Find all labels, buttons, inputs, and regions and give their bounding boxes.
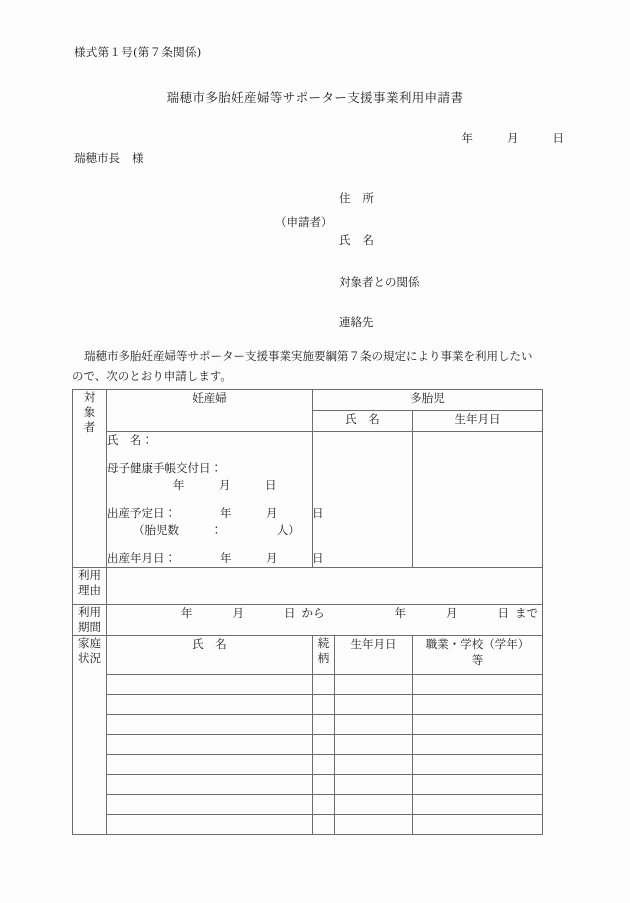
family-birth-date-cell[interactable] (335, 755, 413, 775)
applicant-address-field (339, 190, 374, 206)
period-to-day: 日 (497, 606, 509, 620)
family-occupation-cell[interactable] (413, 795, 543, 815)
child-birth-date-input-cell[interactable] (413, 432, 543, 568)
family-header-occupation-line-1: 職業・学校（学年） (425, 637, 530, 651)
subject-row-label-char-0: 対 (83, 390, 96, 404)
family-occupation-cell[interactable] (413, 755, 543, 775)
period-to-suffix: まで (515, 606, 538, 620)
body-paragraph: 瑞穂市多胎妊産婦等サポーター支援事業実施要綱第７条の規定により事業を利用したいので、次のとおり申請します。 (72, 349, 533, 383)
family-header-occupation (413, 636, 543, 675)
subject-detail-row (73, 432, 543, 568)
birth-date-label: 出産年月日： (107, 551, 176, 565)
family-occupation-cell[interactable] (413, 695, 543, 715)
header-child-name: 氏 名 (313, 411, 413, 432)
document-title: 瑞穂市多胎妊産婦等サポーター支援事業利用申請書 (166, 90, 464, 105)
period-input-cell[interactable] (107, 605, 543, 636)
maternal-handbook-date-value: 年 月 日 (173, 478, 277, 492)
form-number: 様式第１号(第７条関係) (74, 45, 202, 59)
applicant-name-label-a: 氏 (339, 233, 351, 247)
application-form-table (72, 389, 543, 835)
family-occupation-cell[interactable] (413, 675, 543, 695)
family-birth-date-cell[interactable] (335, 795, 413, 815)
family-occupation-cell[interactable] (413, 715, 543, 735)
table-row (73, 755, 543, 775)
reason-row-label (73, 568, 107, 605)
family-birth-date-cell[interactable] (335, 735, 413, 755)
family-relation-cell[interactable] (313, 815, 335, 835)
date-year-label: 年 (461, 131, 473, 145)
applicant-label: （申請者） (275, 215, 333, 229)
family-row-label (73, 636, 107, 835)
family-header-name: 氏 名 (107, 636, 313, 675)
family-name-cell[interactable] (107, 815, 313, 835)
period-row (73, 605, 543, 636)
date-month-label: 月 (507, 131, 519, 145)
family-name-cell[interactable] (107, 715, 313, 735)
applicant-address-label-b: 所 (362, 191, 374, 205)
family-name-cell[interactable] (107, 775, 313, 795)
family-relation-cell[interactable] (313, 715, 335, 735)
family-birth-date-cell[interactable] (335, 675, 413, 695)
fetus-count-label: （胎児数 ： 人） (133, 523, 300, 537)
table-row (73, 695, 543, 715)
applicant-address-label-a: 住 (339, 191, 351, 205)
table-row (73, 675, 543, 695)
maternal-handbook-date-line (107, 477, 312, 494)
family-birth-date-cell[interactable] (335, 715, 413, 735)
family-relation-cell[interactable] (313, 675, 335, 695)
family-relation-cell[interactable] (313, 775, 335, 795)
header-child-birth-date: 生年月日 (413, 411, 543, 432)
family-header-occupation-line-2: 等 (471, 653, 484, 667)
birth-date-value: 年 月 日 (220, 551, 324, 565)
family-occupation-cell[interactable] (413, 815, 543, 835)
period-row-label (73, 605, 107, 636)
family-row-label-line-1: 状況 (78, 651, 101, 665)
family-relation-cell[interactable] (313, 755, 335, 775)
date-day-label: 日 (552, 131, 564, 145)
applicant-relation-field: 対象者との関係 (339, 275, 420, 289)
family-birth-date-cell[interactable] (335, 775, 413, 795)
reason-input-cell[interactable] (107, 568, 543, 605)
table-row (73, 775, 543, 795)
family-row-label-line-0: 家庭 (78, 636, 101, 650)
due-date-value: 年 月 日 (220, 506, 324, 520)
family-header-row (73, 636, 543, 675)
period-row-label-line-1: 期間 (78, 620, 101, 634)
table-header-row-top (73, 390, 543, 411)
family-name-cell[interactable] (107, 695, 313, 715)
table-row (73, 795, 543, 815)
family-name-cell[interactable] (107, 755, 313, 775)
family-header-relation-char-1: 柄 (317, 651, 330, 665)
due-date-line (107, 505, 324, 522)
reason-row-label-line-1: 理由 (78, 583, 101, 597)
family-occupation-cell[interactable] (413, 775, 543, 795)
addressee (74, 150, 144, 166)
family-relation-cell[interactable] (313, 735, 335, 755)
reason-row-label-line-0: 利用 (78, 568, 101, 582)
table-row (73, 735, 543, 755)
applicant-name-field (339, 232, 374, 248)
addressee-honorific: 様 (132, 151, 144, 165)
addressee-name: 瑞穂市長 (74, 151, 120, 165)
family-relation-cell[interactable] (313, 695, 335, 715)
birth-date-line (107, 550, 324, 567)
family-occupation-cell[interactable] (413, 735, 543, 755)
family-birth-date-cell[interactable] (335, 695, 413, 715)
period-row-label-line-0: 利用 (78, 605, 101, 619)
family-name-cell[interactable] (107, 735, 313, 755)
period-from-day: 日 (284, 606, 296, 620)
table-row (73, 715, 543, 735)
family-header-relation-char-0: 続 (317, 636, 330, 650)
maternal-handbook-label: 母子健康手帳交付日： (107, 461, 222, 475)
subject-row-label (73, 390, 107, 568)
header-multiple-birth-children: 多胎児 (313, 390, 543, 411)
subject-name-label: 氏 名： (107, 433, 153, 447)
subject-row-label-char-1: 象 (83, 405, 96, 419)
date-line (462, 130, 565, 146)
family-name-cell[interactable] (107, 675, 313, 695)
period-to-year: 年 (394, 606, 406, 620)
family-relation-cell[interactable] (313, 795, 335, 815)
applicant-contact-field: 連絡先 (339, 315, 374, 329)
period-from-month: 月 (232, 606, 244, 620)
reason-row (73, 568, 543, 605)
subject-details-cell (107, 432, 324, 568)
table-row (73, 815, 543, 835)
period-from-suffix: から (301, 606, 325, 620)
subject-row-label-char-2: 者 (83, 420, 96, 434)
child-name-input-cell[interactable] (313, 432, 413, 568)
family-name-cell[interactable] (107, 795, 313, 815)
period-to-month: 月 (446, 606, 458, 620)
period-from-year: 年 (181, 606, 193, 620)
family-birth-date-cell[interactable] (335, 815, 413, 835)
due-date-label: 出産予定日： (107, 506, 176, 520)
family-header-birth-date: 生年月日 (335, 636, 413, 675)
fetus-count-line (107, 522, 312, 539)
header-pregnant-woman: 妊産婦 (107, 390, 313, 432)
applicant-name-label-b: 名 (362, 233, 374, 247)
family-header-relation (313, 636, 335, 675)
